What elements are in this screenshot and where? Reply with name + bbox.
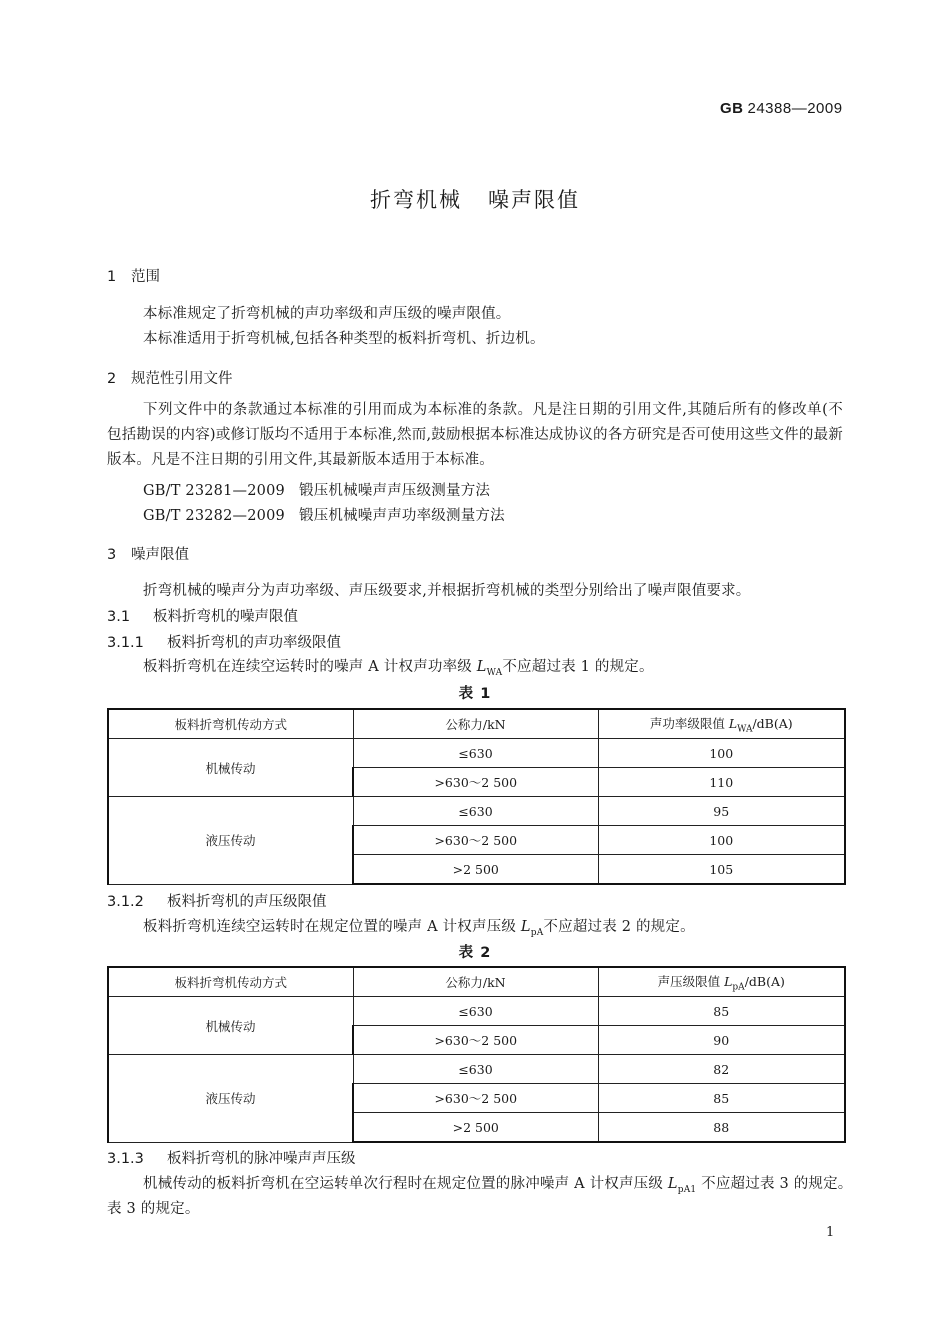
force-cell: >2 500 xyxy=(353,1113,598,1143)
limit-cell: 85 xyxy=(598,997,845,1026)
limit-cell: 110 xyxy=(598,768,845,797)
force-cell: >630～2 500 xyxy=(353,1084,598,1113)
header-cell: 公称力/kN xyxy=(353,967,598,997)
section-3-heading: 3 噪声限值 xyxy=(107,547,189,563)
reference-item: GB/T 23282—2009 锻压机械噪声声功率级测量方法 xyxy=(143,508,505,524)
limit-cell: 100 xyxy=(598,826,845,855)
table-2-caption: 表 2 xyxy=(458,945,492,961)
reference-item: GB/T 23281—2009 锻压机械噪声声压级测量方法 xyxy=(143,483,491,499)
subsection-3-1-3-heading: 3.1.3 板料折弯机的脉冲噪声声压级 xyxy=(107,1151,356,1167)
limit-cell: 95 xyxy=(598,797,845,826)
limit-cell: 105 xyxy=(598,855,845,885)
drive-type-cell: 机械传动 xyxy=(108,997,353,1055)
drive-type-cell: 机械传动 xyxy=(108,739,353,797)
table-1 xyxy=(107,708,846,885)
header-cell: 板料折弯机传动方式 xyxy=(108,967,353,997)
force-cell: ≤630 xyxy=(353,739,598,768)
subsection-3-1-3-continuation: 表 3 的规定。 xyxy=(107,1201,200,1217)
table-row xyxy=(108,739,845,768)
table-header-row xyxy=(108,967,845,997)
drive-type-cell: 液压传动 xyxy=(108,1055,353,1143)
section-2-heading: 2 规范性引用文件 xyxy=(107,371,233,387)
document-title: 折弯机械 噪声限值 xyxy=(370,188,580,212)
section-1-paragraph-1: 本标准规定了折弯机械的声功率级和声压级的噪声限值。 xyxy=(143,306,511,322)
table-row xyxy=(108,797,845,826)
table-2 xyxy=(107,966,846,1143)
subsection-3-1-2-text: 板料折弯机连续空运转时在规定位置的噪声 A 计权声压级 $L_{pA}$不应超过表 2 的规定。 xyxy=(143,919,695,938)
section-1-heading: 1 范围 xyxy=(107,269,160,285)
subsection-3-1-1-heading: 3.1.1 板料折弯机的声功率级限值 xyxy=(107,635,341,651)
force-cell: >630～2 500 xyxy=(353,768,598,797)
table-row xyxy=(108,997,845,1026)
section-3-paragraph: 折弯机械的噪声分为声功率级、声压级要求,并根据折弯机械的类型分别给出了噪声限值要求。 xyxy=(143,583,751,599)
subsection-3-1-heading: 3.1 板料折弯机的噪声限值 xyxy=(107,609,298,625)
limit-cell: 88 xyxy=(598,1113,845,1143)
limit-cell: 100 xyxy=(598,739,845,768)
table-header-row xyxy=(108,709,845,739)
table-row xyxy=(108,1055,845,1084)
limit-cell: 82 xyxy=(598,1055,845,1084)
force-cell: ≤630 xyxy=(353,1055,598,1084)
header-cell: 板料折弯机传动方式 xyxy=(108,709,353,739)
drive-type-cell: 液压传动 xyxy=(108,797,353,885)
subsection-3-1-3-text: 机械传动的板料折弯机在空运转单次行程时在规定位置的脉冲噪声 A 计权声压级 $L_{pA1}$ 不应超过表 3 的规定。 xyxy=(143,1176,853,1195)
header-cell: 声压级限值 $L_{pA}/dB(A)$ xyxy=(598,967,845,997)
page-number: 1 xyxy=(826,1225,835,1240)
table-1-caption: 表 1 xyxy=(458,686,492,702)
standard-number: GB 24388—2009 xyxy=(720,100,843,117)
limit-cell: 90 xyxy=(598,1026,845,1055)
force-cell: >2 500 xyxy=(353,855,598,885)
force-cell: >630～2 500 xyxy=(353,826,598,855)
force-cell: ≤630 xyxy=(353,997,598,1026)
subsection-3-1-2-heading: 3.1.2 板料折弯机的声压级限值 xyxy=(107,894,327,910)
header-cell: 声功率级限值 $L_{WA}/dB(A)$ xyxy=(598,709,845,739)
section-1-paragraph-2: 本标准适用于折弯机械,包括各种类型的板料折弯机、折边机。 xyxy=(143,331,545,347)
subsection-3-1-1-text: 板料折弯机在连续空运转时的噪声 A 计权声功率级 $L_{WA}$不应超过表 1 的规定。 xyxy=(143,659,654,678)
limit-cell: 85 xyxy=(598,1084,845,1113)
header-cell: 公称力/kN xyxy=(353,709,598,739)
section-2-paragraph: 下列文件中的条款通过本标准的引用而成为本标准的条款。凡是注日期的引用文件,其随后所有的修改单(不包括勘误的内容)或修订版均不适用于本标准,然而,鼓励根据本标准达成协议的各方研究是否可使用这些文件的最新版本。凡是不注日期的引用文件,其最新版本适用于本标准。 xyxy=(107,402,843,468)
force-cell: >630～2 500 xyxy=(353,1026,598,1055)
force-cell: ≤630 xyxy=(353,797,598,826)
